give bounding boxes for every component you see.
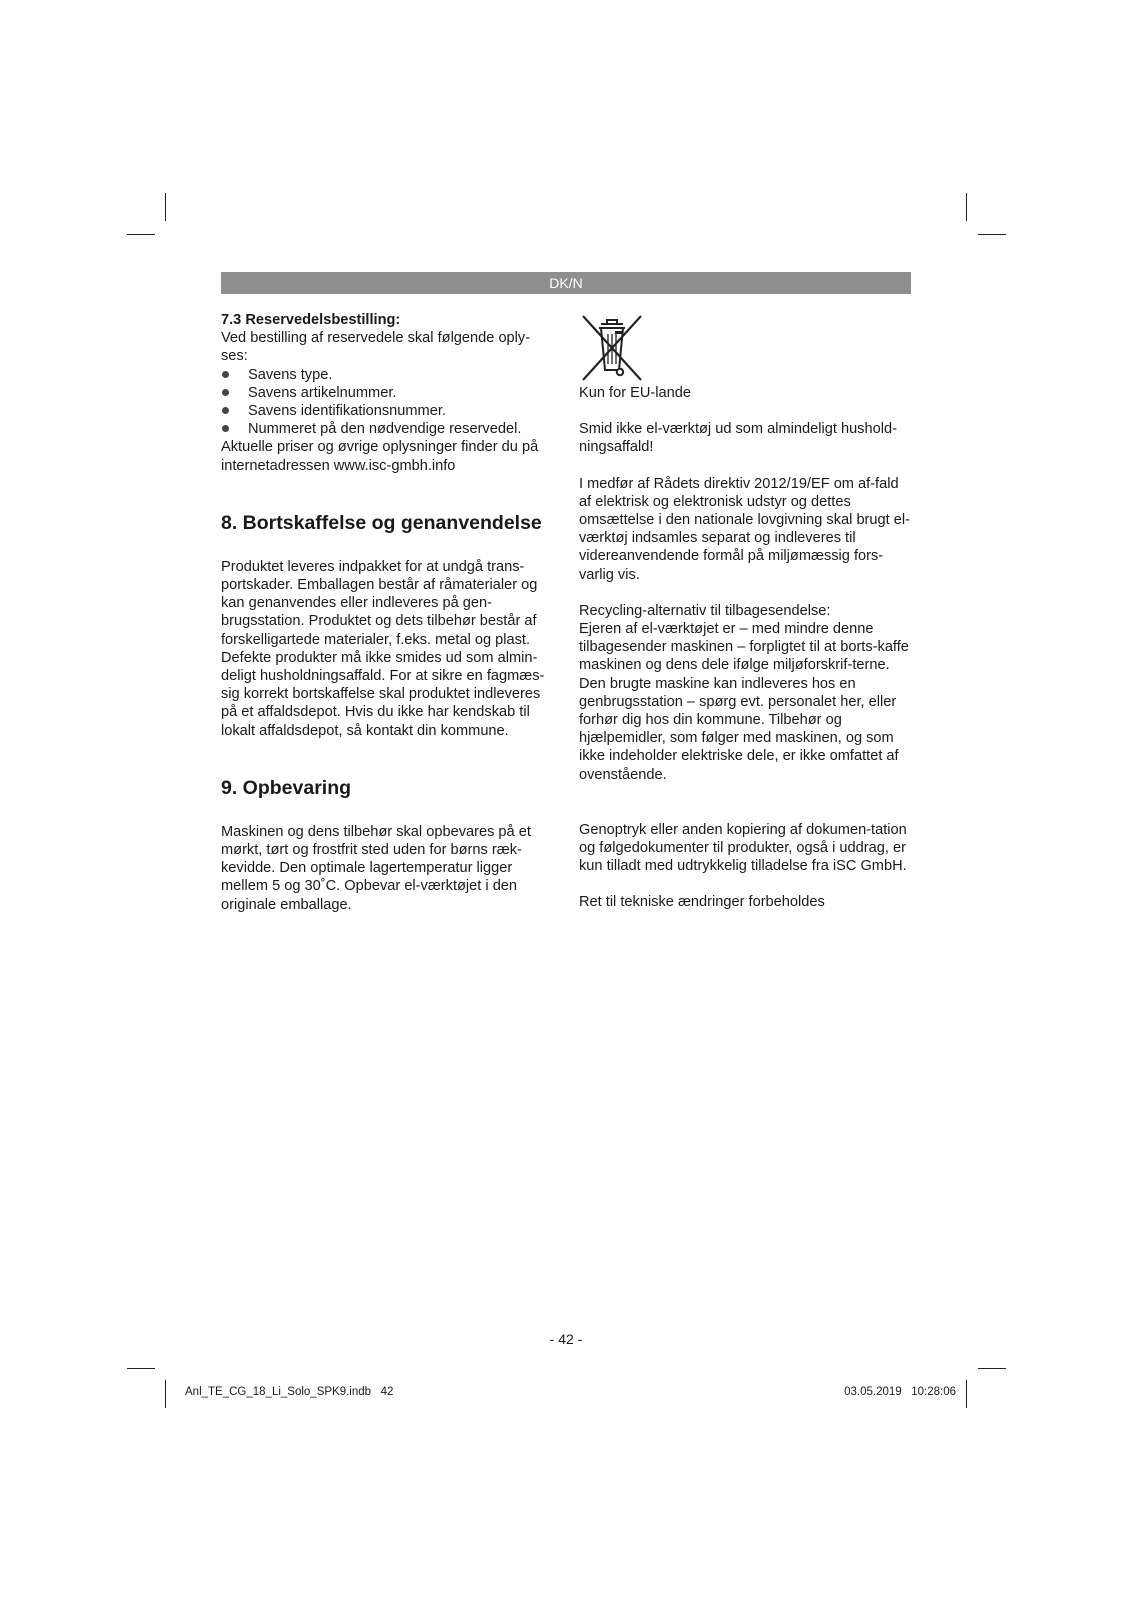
crop-mark xyxy=(127,1368,155,1369)
language-header: DK/N xyxy=(221,272,911,294)
crop-mark xyxy=(978,1368,1006,1369)
bullet-icon xyxy=(222,407,229,414)
section-7-3-outro: Aktuelle priser og øvrige oplysninger finder du på internetadressen www.isc-gmbh.info xyxy=(221,439,539,474)
section-9-title: 9. Opbevaring xyxy=(221,776,352,799)
crop-mark xyxy=(966,1380,967,1408)
section-9-body: Maskinen og dens tilbehør skal opbevares på et mørkt, tørt og frostfrit sted uden for børns ræk-kevidde. Den optimale lagertemperatur ligger mellem 5 og 30˚C. Opbevar el-værktøjet i den originale emballage. xyxy=(221,823,531,913)
technical-changes-note: Ret til tekniske ændringer forbeholdes xyxy=(579,894,825,911)
weee-directive-text: I medfør af Rådets direktiv 2012/19/EF om af-fald af elektrisk og elektronisk udstyr og dettes omsættelse i den nationale lovgivning skal brugt el-værktøj indsamles separat og indleveres til videreanvendende formål på miljømæssig fors-varlig vis. xyxy=(579,475,910,583)
section-7-3-title: 7.3 Reservedelsbestilling: xyxy=(221,312,401,328)
crop-mark xyxy=(966,193,967,221)
list-item: Savens identifikationsnummer. xyxy=(221,402,551,420)
crop-mark xyxy=(978,234,1006,235)
bullet-icon xyxy=(222,389,229,396)
section-7-3-intro: Ved bestilling af reservedele skal følgende oply-ses: xyxy=(221,330,531,365)
list-item: Savens type. xyxy=(221,366,551,384)
crop-mark xyxy=(165,193,166,221)
section-8-title: 8. Bortskaffelse og genanvendelse xyxy=(221,511,542,534)
eu-only-label: Kun for EU-lande xyxy=(579,385,691,401)
crossed-out-bin-icon xyxy=(581,314,643,382)
section-8-body: Produktet leveres indpakket for at undgå trans-portskader. Emballagen består af råmaterialer og kan genanvendes eller indleveres på gen-brugsstation. Produktet og dets tilbehør består af forskelligartede materialer, f.eks. metal og plast. Defekte produkter må ikke smides ud som almin-deligt husholdningsaffald. For at sikre en fagmæs-sig korrekt bortskaffelse skal produktet indleveres på et affaldsdepot. Hvis du ikke har kendskab til lokalt affaldsdepot, så kontakt din kommune. xyxy=(221,558,545,739)
list-item: Savens artikelnummer. xyxy=(221,384,551,402)
list-item: Nummeret på den nødvendige reservedel. xyxy=(221,420,551,438)
recycling-body: Ejeren af el-værktøjet er – med mindre denne tilbagesender maskinen – forpligtet til at borts-kaffe maskinen og dens dele ifølge miljøforskrif-terne. Den brugte maskine kan indleveres hos en genbrugsstation – spørg evt. personalet her, eller forhør dig hos din kommune. Tilbehør og hjælpemidler, som følger med maskinen, og som ikke indeholder elektriske dele, er ikke omfattet af ovenstående. xyxy=(579,621,909,783)
print-file-name: Anl_TE_CG_18_Li_Solo_SPK9.indb 42 xyxy=(185,1386,394,1398)
right-column xyxy=(579,314,914,912)
spare-part-list xyxy=(221,366,551,439)
crop-mark xyxy=(165,1380,166,1408)
recycling-title: Recycling-alternativ til tilbagesendelse: xyxy=(579,602,831,619)
page-number: - 42 - xyxy=(549,1331,583,1347)
crop-mark xyxy=(127,234,155,235)
bullet-icon xyxy=(222,371,229,378)
left-column xyxy=(221,311,551,914)
disposal-warning: Smid ikke el-værktøj ud som almindeligt hushold-ningsaffald! xyxy=(579,421,897,456)
bullet-icon xyxy=(222,425,229,432)
copyright-text: Genoptryk eller anden kopiering af dokumen-tation og følgedokumenter til produkter, også i uddrag, er kun tilladt med udtrykkelig tilladelse fra iSC GmbH. xyxy=(579,821,907,875)
print-timestamp: 03.05.2019 10:28:06 xyxy=(844,1386,956,1398)
